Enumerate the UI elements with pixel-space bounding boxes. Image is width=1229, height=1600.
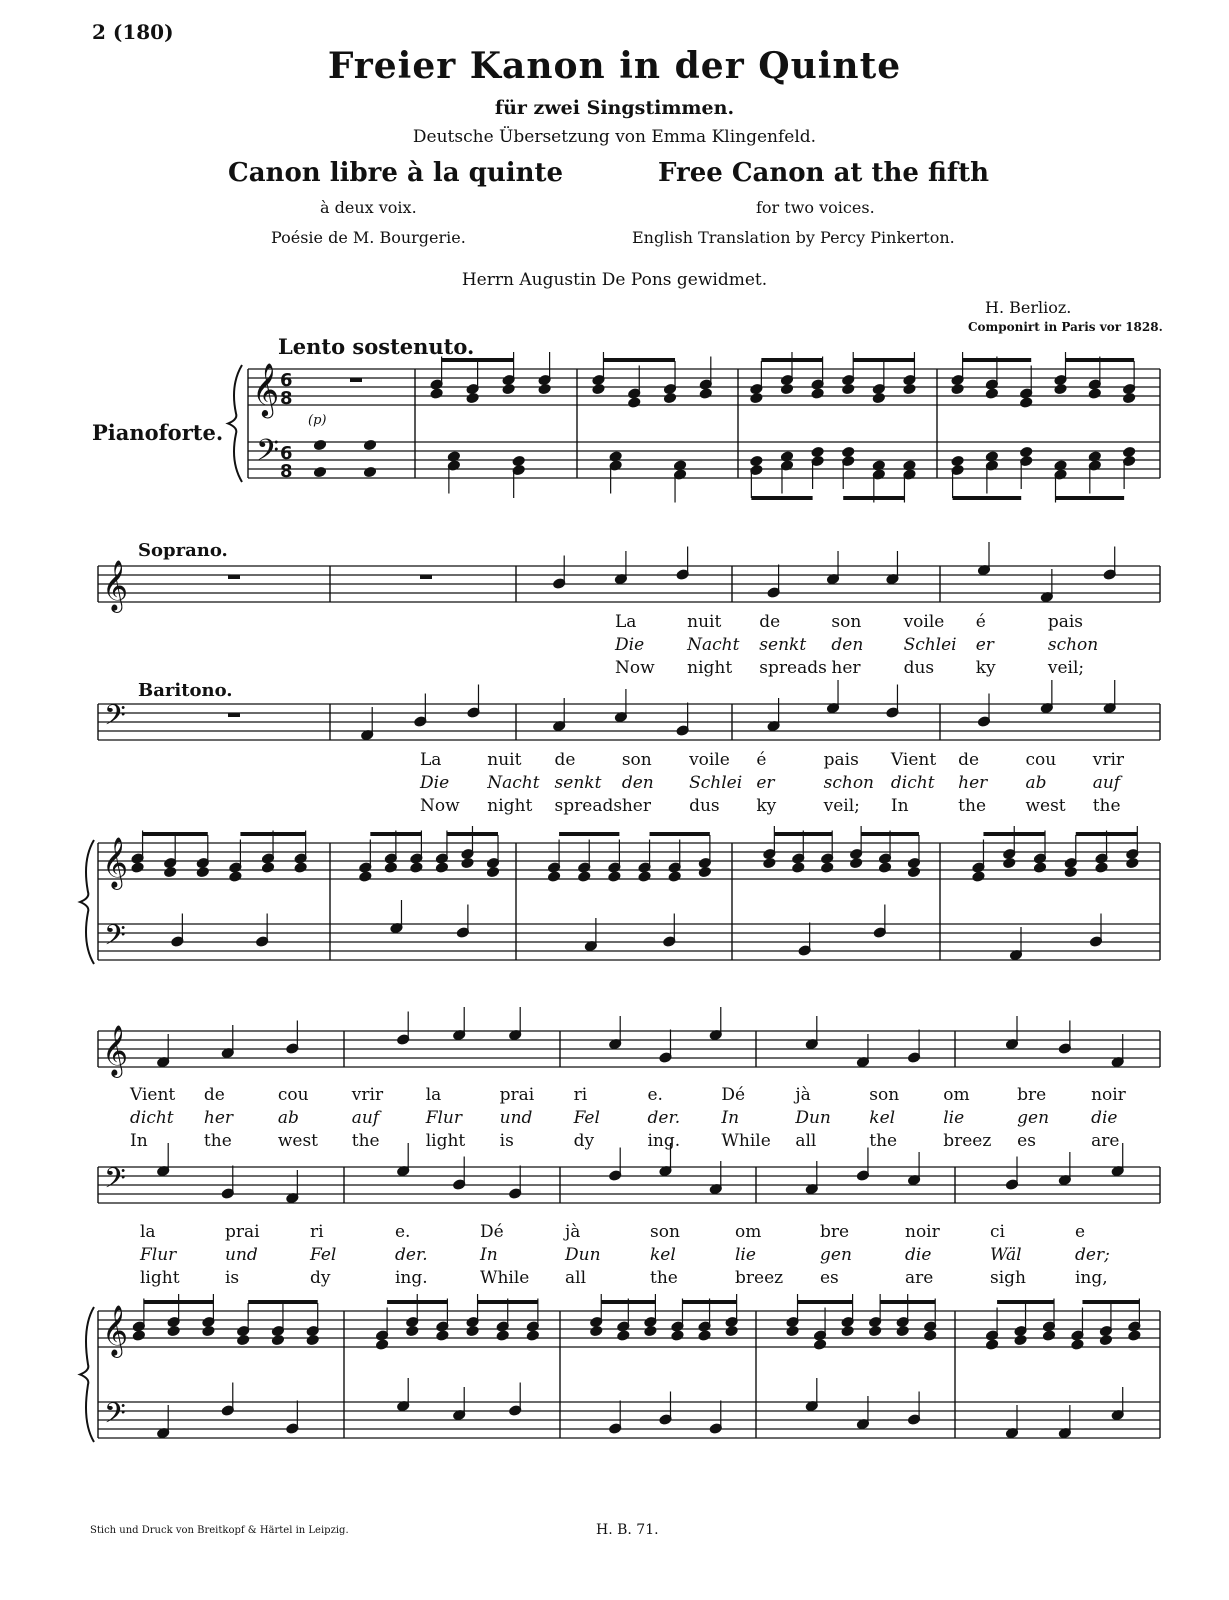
chord-note (466, 1325, 479, 1336)
lyric-syllable-en: While (721, 1131, 771, 1151)
chord-note (841, 1325, 854, 1336)
chord-note (872, 392, 885, 403)
lyric-syllable-en: ing. (647, 1131, 681, 1151)
chord-note (1020, 446, 1033, 457)
chord-note (306, 1334, 319, 1345)
lyric-syllable-de: Schlei (689, 773, 743, 793)
lyric-syllable-fr: La (615, 612, 637, 632)
lyric-syllable-fr: cou (277, 1085, 309, 1105)
chord-note (526, 1330, 539, 1341)
lyric-syllable-en: her (621, 796, 651, 816)
lyric-syllable-de: ab (1025, 773, 1047, 793)
chord-note (202, 1325, 215, 1336)
lyric-syllable-en: In (130, 1131, 148, 1151)
lyric-syllable-fr: ci (990, 1222, 1005, 1242)
chord-note (763, 857, 776, 868)
chord-note (1014, 1334, 1027, 1345)
lyric-syllable-en: While (480, 1268, 530, 1288)
lyric-syllable-de: her (958, 773, 988, 793)
page-number: 2 (180) (92, 20, 174, 44)
subtitle: für zwei Singstimmen. (494, 97, 735, 119)
page-title: Freier Kanon in der Quinte (327, 45, 902, 87)
lyric-syllable-fr: son (650, 1222, 680, 1242)
lyric-syllable-fr: e. (395, 1222, 411, 1242)
lyric-syllable-de: gen (1017, 1108, 1050, 1128)
lyric-syllable-fr: om (943, 1085, 970, 1105)
lyric-syllable-fr: son (869, 1085, 900, 1105)
lyric-syllable-fr: nuit (687, 612, 722, 632)
chord-note (538, 383, 551, 394)
lyric-syllable-fr: Dé (721, 1085, 746, 1105)
chord-note (869, 1325, 882, 1336)
lyric-syllable-fr: é (975, 612, 986, 632)
chord-note (1054, 383, 1067, 394)
chord-note (196, 866, 209, 877)
treble-clef-icon: 𝄞 (102, 1305, 129, 1356)
lyric-syllable-en: dus (689, 796, 720, 816)
lyric-syllable-de: Die (615, 635, 645, 655)
lyric-syllable-de: ab (277, 1108, 299, 1128)
lyric-syllable-en: light (425, 1131, 466, 1151)
bass-note (313, 439, 326, 450)
lyric-syllable-fr: Vient (890, 750, 937, 770)
lyric-syllable-en: es (1017, 1131, 1036, 1151)
lyric-syllable-de: der; (1075, 1245, 1110, 1265)
chord-note (638, 871, 651, 882)
chord-note (725, 1325, 738, 1336)
lyric-syllable-de: Fel (573, 1108, 600, 1128)
bass-clef-icon: 𝄢 (104, 699, 126, 739)
chord-note (578, 871, 591, 882)
lyric-syllable-de: auf (1092, 773, 1121, 793)
french-title: Canon libre à la quinte (228, 158, 564, 188)
chord-note (780, 383, 793, 394)
lyric-syllable-fr: bre (1017, 1085, 1047, 1105)
lyric-syllable-en: dy (573, 1131, 595, 1151)
rest-mark (350, 378, 362, 382)
chord-note (1088, 388, 1101, 399)
lyric-syllable-en: es (820, 1268, 839, 1288)
lyric-syllable-en: night (487, 796, 533, 816)
dynamic-marking: (p) (308, 413, 327, 428)
lyric-syllable-en: sigh (990, 1268, 1026, 1288)
lyric-syllable-de: schon (823, 773, 875, 793)
lyric-syllable-de: lie (735, 1245, 756, 1265)
piano-bass-time-denominator: 8 (280, 461, 293, 482)
lyric-syllable-fr: e. (647, 1085, 663, 1105)
chord-note (811, 388, 824, 399)
lyric-syllable-fr: de (203, 1085, 225, 1105)
lyric-syllable-en: dy (310, 1268, 331, 1288)
lyric-syllable-en: ky (756, 796, 777, 816)
lyric-syllable-fr: noir (1091, 1085, 1126, 1105)
lyric-syllable-en: is (499, 1131, 514, 1151)
lyric-syllable-fr: pais (1047, 612, 1084, 632)
chord-note (271, 1334, 284, 1345)
chord-note (842, 383, 855, 394)
lyric-syllable-de: schon (1047, 635, 1099, 655)
piano-bass-time-numerator: 6 (280, 443, 293, 464)
voice-label-baritone: Baritono. (138, 680, 233, 701)
bass-note (363, 466, 376, 477)
lyric-syllable-en: her (831, 658, 861, 678)
lyric-syllable-de: und (225, 1245, 258, 1265)
chord-note (512, 455, 525, 466)
footer-printer-credit: Stich und Druck von Breitkopf & Härtel in Leipzig. (90, 1525, 349, 1536)
chord-note (644, 1325, 657, 1336)
lyric-syllable-de: senkt (554, 773, 602, 793)
chord-note (1095, 862, 1108, 873)
lyric-syllable-en: the (869, 1131, 898, 1151)
lyric-syllable-fr: pais (823, 750, 859, 770)
dedication: Herrn Augustin De Pons gewidmet. (461, 270, 768, 290)
chord-note (132, 1330, 145, 1341)
chord-note (430, 388, 443, 399)
lyric-syllable-en: the (1092, 796, 1121, 816)
lyric-syllable-fr: prai (225, 1222, 260, 1242)
lyric-syllable-fr: Vient (130, 1085, 176, 1105)
chord-note (750, 455, 763, 466)
chord-note (628, 397, 641, 408)
lyric-syllable-fr: de (759, 612, 781, 632)
lyric-syllable-fr: ri (573, 1085, 588, 1105)
lyric-syllable-fr: de (554, 750, 576, 770)
lyric-syllable-de: er (975, 635, 994, 655)
french-subtitle: à deux voix. (320, 198, 417, 217)
rest-mark (228, 575, 240, 579)
chord-note (951, 455, 964, 466)
lyric-syllable-de: den (621, 773, 654, 793)
chord-note (903, 383, 916, 394)
lyric-syllable-en: west (277, 1131, 319, 1151)
lyric-syllable-en: the (203, 1131, 232, 1151)
lyric-syllable-de: den (831, 635, 864, 655)
lyric-syllable-en: Now (615, 658, 655, 678)
chord-note (699, 388, 712, 399)
chord-note (131, 862, 144, 873)
lyric-syllable-fr: voile (689, 750, 730, 770)
lyric-syllable-fr: é (756, 750, 767, 770)
lyric-syllable-en: breez (735, 1268, 784, 1288)
english-title: Free Canon at the fifth (658, 158, 989, 188)
french-poet-credit: Poésie de M. Bourgerie. (271, 228, 466, 247)
bass-note (313, 466, 326, 477)
composer: H. Berlioz. (985, 298, 1072, 317)
chord-note (792, 862, 805, 873)
chord-note (502, 383, 515, 394)
chord-note (951, 383, 964, 394)
chord-note (617, 1330, 630, 1341)
lyric-syllable-de: gen (820, 1245, 852, 1265)
chord-note (167, 1325, 180, 1336)
treble-clef-icon: 𝄞 (252, 362, 280, 416)
chord-note (466, 392, 479, 403)
chord-note (1126, 857, 1139, 868)
lyric-syllable-de: er (756, 773, 775, 793)
lyric-syllable-fr: son (831, 612, 862, 632)
lyric-syllable-de: Schlei (903, 635, 957, 655)
lyric-syllable-en: all (795, 1131, 817, 1151)
chord-note (592, 383, 605, 394)
german-translation-credit: Deutsche Übersetzung von Emma Klingenfeld. (412, 127, 817, 147)
staff-brace (80, 1307, 94, 1442)
english-subtitle: for two voices. (756, 198, 875, 217)
lyric-syllable-de: und (499, 1108, 533, 1128)
chord-note (1042, 1330, 1055, 1341)
lyric-syllable-fr: voile (903, 612, 945, 632)
chord-note (406, 1325, 419, 1336)
lyric-syllable-fr: jà (795, 1085, 811, 1105)
chord-note (261, 862, 274, 873)
lyric-syllable-en: west (1025, 796, 1066, 816)
staff-brace (80, 840, 94, 964)
treble-clef-icon: 𝄞 (102, 560, 129, 611)
chord-note (486, 866, 499, 877)
treble-clef-icon: 𝄞 (102, 837, 129, 888)
lyric-syllable-en: the (351, 1131, 380, 1151)
chord-note (376, 1339, 389, 1350)
lyric-syllable-fr: nuit (487, 750, 522, 770)
chord-note (698, 866, 711, 877)
chord-note (879, 862, 892, 873)
lyric-syllable-de: In (721, 1108, 740, 1128)
rest-mark (228, 713, 240, 717)
lyric-syllable-de: kel (869, 1108, 896, 1128)
lyric-syllable-de: Die (420, 773, 450, 793)
lyric-syllable-de: die (1091, 1108, 1118, 1128)
lyric-syllable-en: the (958, 796, 987, 816)
piano-treble-time-denominator: 8 (280, 388, 293, 409)
lyric-syllable-fr: de (958, 750, 980, 770)
lyric-syllable-de: lie (943, 1108, 965, 1128)
lyric-syllable-fr: jà (565, 1222, 581, 1242)
lyric-syllable-fr: e (1075, 1222, 1086, 1242)
lyric-syllable-en: are (905, 1268, 934, 1288)
chord-note (698, 1330, 711, 1341)
chord-note (985, 388, 998, 399)
composition-note: Componirt in Paris vor 1828. (968, 320, 1163, 334)
chord-note (436, 1330, 449, 1341)
lyric-syllable-en: ing. (395, 1268, 428, 1288)
lyric-syllable-en: light (140, 1268, 180, 1288)
lyric-syllable-de: Nacht (687, 635, 740, 655)
bass-clef-icon: 𝄢 (104, 919, 126, 959)
lyric-syllable-en: spreads (759, 658, 827, 678)
chord-note (590, 1325, 603, 1336)
lyric-syllable-de: Wäl (990, 1245, 1022, 1265)
treble-clef-icon: 𝄞 (102, 1025, 129, 1076)
footer-plate-number: H. B. 71. (596, 1522, 659, 1538)
staff-brace (228, 365, 242, 482)
lyric-syllable-de: kel (650, 1245, 676, 1265)
lyric-syllable-en: In (890, 796, 909, 816)
chord-note (986, 1339, 999, 1350)
chord-note (1003, 857, 1016, 868)
piano-treble-time-numerator: 6 (280, 370, 293, 391)
lyric-syllable-fr: prai (499, 1085, 535, 1105)
bass-clef-icon: 𝄢 (256, 434, 280, 475)
chord-note (842, 446, 855, 457)
lyric-syllable-de: senkt (759, 635, 807, 655)
chord-note (1123, 446, 1136, 457)
chord-note (608, 871, 621, 882)
bass-clef-icon: 𝄢 (104, 1162, 126, 1202)
lyric-syllable-de: In (480, 1245, 498, 1265)
lyric-syllable-de: Nacht (487, 773, 540, 793)
lyric-syllable-fr: La (420, 750, 442, 770)
chord-note (294, 862, 307, 873)
chord-note (237, 1334, 250, 1345)
chord-note (750, 392, 763, 403)
lyric-syllable-fr: ri (310, 1222, 324, 1242)
lyric-syllable-de: Dun (795, 1108, 831, 1128)
chord-note (850, 857, 863, 868)
chord-note (907, 866, 920, 877)
chord-note (435, 862, 448, 873)
lyric-syllable-de: her (203, 1108, 234, 1128)
lyric-syllable-de: der. (647, 1108, 681, 1128)
chord-note (972, 871, 985, 882)
lyric-syllable-de: Dun (565, 1245, 601, 1265)
lyric-syllable-en: ky (975, 658, 996, 678)
chord-note (896, 1325, 909, 1336)
bass-note (363, 439, 376, 450)
lyric-syllable-en: are (1091, 1131, 1120, 1151)
lyric-syllable-fr: vrir (351, 1085, 384, 1105)
chord-note (924, 1330, 937, 1341)
chord-note (461, 857, 474, 868)
chord-note (821, 862, 834, 873)
chord-note (671, 1330, 684, 1341)
chord-note (229, 871, 242, 882)
lyric-syllable-en: ing, (1075, 1268, 1108, 1288)
lyric-syllable-de: Flur (425, 1108, 463, 1128)
chord-note (811, 446, 824, 457)
chord-note (1071, 1339, 1084, 1350)
lyric-syllable-de: der. (395, 1245, 428, 1265)
lyric-syllable-fr: la (140, 1222, 156, 1242)
instrument-label-pianoforte: Pianoforte. (92, 420, 224, 445)
chord-note (814, 1339, 827, 1350)
lyric-syllable-en: veil; (1047, 658, 1085, 678)
lyric-syllable-en: the (650, 1268, 678, 1288)
chord-note (668, 871, 681, 882)
chord-note (496, 1330, 509, 1341)
lyric-syllable-de: die (905, 1245, 932, 1265)
lyric-syllable-de: dicht (890, 773, 935, 793)
lyric-syllable-en: breez (943, 1131, 992, 1151)
chord-note (410, 862, 423, 873)
lyric-syllable-en: is (225, 1268, 240, 1288)
lyric-syllable-fr: la (425, 1085, 442, 1105)
lyric-syllable-fr: vrir (1092, 750, 1125, 770)
english-translation-credit: English Translation by Percy Pinkerton. (632, 228, 955, 247)
lyric-syllable-fr: bre (820, 1222, 850, 1242)
chord-note (786, 1325, 799, 1336)
lyric-syllable-de: Fel (310, 1245, 337, 1265)
lyric-syllable-de: Flur (140, 1245, 177, 1265)
chord-note (384, 862, 397, 873)
lyric-syllable-de: dicht (130, 1108, 174, 1128)
chord-note (164, 866, 177, 877)
lyric-syllable-de: auf (351, 1108, 380, 1128)
lyric-syllable-en: night (687, 658, 733, 678)
lyric-syllable-en: all (565, 1268, 587, 1288)
lyric-syllable-en: Now (420, 796, 460, 816)
voice-label-soprano: Soprano. (138, 540, 228, 561)
rest-mark (420, 575, 432, 579)
lyric-syllable-en: veil; (823, 796, 860, 816)
lyric-syllable-en: dus (903, 658, 935, 678)
bass-clef-icon: 𝄢 (104, 1397, 126, 1437)
lyric-syllable-fr: noir (905, 1222, 940, 1242)
chord-note (1099, 1334, 1112, 1345)
chord-note (663, 392, 676, 403)
chord-note (359, 871, 372, 882)
lyric-syllable-fr: cou (1025, 750, 1057, 770)
chord-note (1020, 397, 1033, 408)
lyric-syllable-en: spreads (554, 796, 623, 816)
chord-note (1123, 392, 1136, 403)
chord-note (1064, 866, 1077, 877)
chord-note (548, 871, 561, 882)
tempo-marking: Lento sostenuto. (278, 334, 475, 359)
lyric-syllable-fr: om (735, 1222, 762, 1242)
lyric-syllable-fr: son (621, 750, 652, 770)
chord-note (1033, 862, 1046, 873)
chord-note (1128, 1330, 1141, 1341)
lyric-syllable-fr: Dé (480, 1222, 504, 1242)
